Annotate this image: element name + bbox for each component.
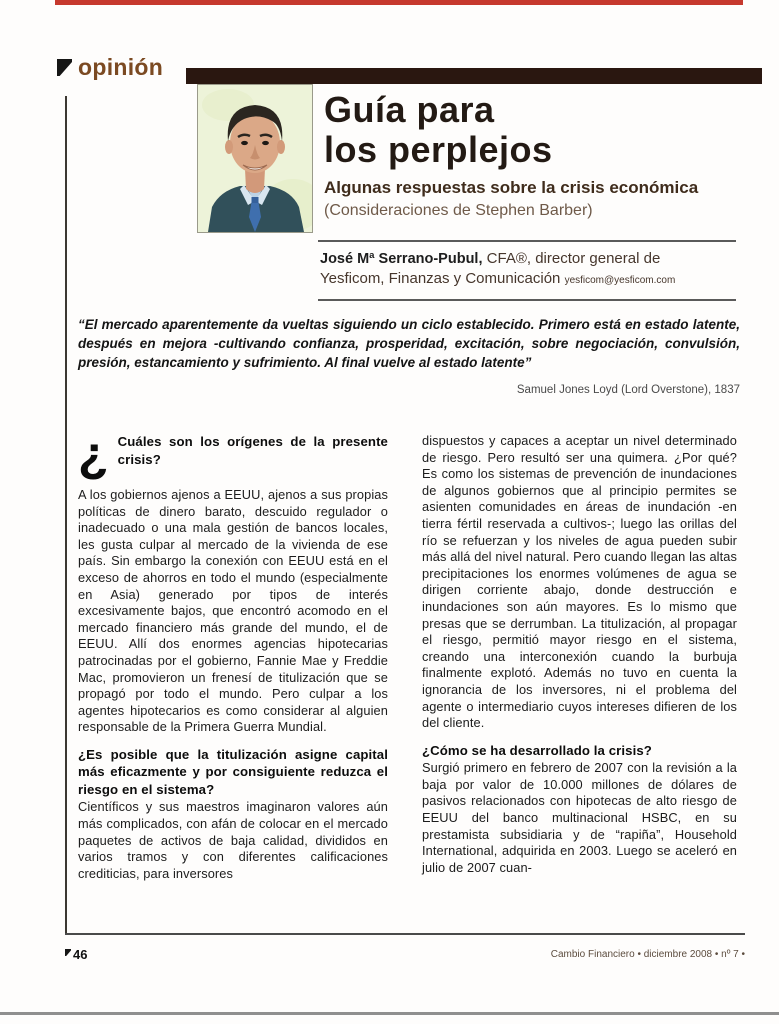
article-column-right: [422, 433, 737, 884]
paragraph: A los gobiernos ajenos a EEUU, ajenos a sus propias políticas de dinero barato, descuido regulador o inadecuado o una mala gestión de bancos locales, les gusta culpar al mercado de la vivienda de ese país. Sin embargo la conexión con EEUU está en el exceso de ahorros en todo el mundo (especialmente en Asia) generado por tipos de interés excesivamente bajos, que encontró acomodo en el mercado financiero más grande del mundo, el de EEUU. Allí dos enormes agencias hipotecarias patrocinadas por el gobierno, Fannie Mae y Freddie Mac, promovieron un frenesí de titulización que se propagó por todo el mundo. Pero culpar a los agentes hipotecarios es como considerar al alguien responsable de la Primera Guerra Mundial.: [78, 487, 388, 735]
paragraph: dispuestos y capaces a aceptar un nivel determinado de riesgo. Pero resultó ser una quimera. ¿Por qué? Es como los sistemas de prevención de inundaciones de algunos gobiernos que al principio permites se asienten comunidades en áreas de inundación -en tierra fértil reservada a cultivos-; luego las orillas del río se refuerzan y los niveles de agua pueden subir más allá del nivel natural. Pero cuando llegan las altas precipitaciones los enormes volúmenes de agua se dirigen corriente abajo, donde destrucción e inundaciones son aún mayores. Es lo mismo que presas que se derrumban. La titulización, al propagar el riesgo, permitió mayor riesgo en el sistema, creando una interconexión cuando la burbuja finalmente explotó. Además no tuvo en cuenta la ignorancia de los inversores, ni el problema del agente o intermediario cuyos intereses difieren de los del cliente.: [422, 433, 737, 731]
article-title-line2: los perplejos: [324, 129, 553, 170]
page-bottom-rule: [0, 1012, 779, 1015]
author-byline: [318, 240, 736, 301]
flag-icon: [57, 59, 72, 76]
article-title: [324, 90, 553, 170]
page-number-text: 46: [73, 947, 88, 962]
article-title-line1: Guía para: [324, 89, 495, 130]
footer-separator-rule: [65, 933, 745, 935]
author-credentials: CFA®, director general de: [482, 250, 661, 267]
paragraph: Científicos y sus maestros imaginaron valores aún más complicados, con afán de colocar en el mercado paquetes de activos de baja calidad, divididos en varios tramos y con diferentes calificaciones crediticias, para inversores: [78, 799, 388, 881]
flag-icon-small: [65, 949, 71, 956]
article-column-left: [78, 426, 388, 890]
question-1-text: Cuáles son los orígenes de la presente crisis?: [117, 434, 388, 467]
quote-attribution: Samuel Jones Loyd (Lord Overstone), 1837: [516, 384, 740, 396]
portrait-illustration: [198, 85, 312, 232]
page-number: [65, 947, 87, 962]
article-subtitle-secondary: (Consideraciones de Stephen Barber): [324, 202, 593, 219]
top-red-bar: [55, 0, 743, 5]
header-banner-bar: [186, 68, 762, 84]
author-portrait-photo: [197, 84, 313, 233]
article-subtitle: Algunas respuestas sobre la crisis económica: [324, 178, 699, 197]
page-footer: [65, 947, 745, 962]
author-company: Yesficom, Finanzas y Comunicación: [320, 270, 565, 287]
author-email: yesficom@yesficom.com: [564, 275, 676, 286]
section-label: [57, 54, 163, 81]
left-vertical-rule: [65, 96, 67, 933]
author-name: José Mª Serrano-Pubul,: [320, 251, 483, 267]
inverted-question-mark: ¿: [78, 426, 109, 482]
question-3-text: ¿Cómo se ha desarrollado la crisis?: [422, 742, 652, 758]
pull-quote: “El mercado aparentemente da vueltas siguiendo un ciclo establecido. Primero está en estado latente, después en mejora -cultivando confianza, prosperidad, excitación, sobre negociación, convulsión, presión, estancamiento y sufrimiento. Al final vuelve al estado latente”: [78, 317, 740, 370]
question-1: [78, 426, 388, 482]
section-label-text: opinión: [78, 54, 164, 80]
paragraph: Surgió primero en febrero de 2007 con la revisión a la baja por valor de 10.000 millones de dólares de pasivos relacionados con hipotecas de alto riesgo de EEUU del banco multinacional HSBC, en su prestamista subsidiaria y de “rapiña”, Household International, adquirida en 2003. Luego se aceleró en julio de 2007 cuan-: [422, 760, 737, 875]
issue-info: Cambio Financiero • diciembre 2008 • nº 7 •: [550, 949, 745, 960]
question-2-text: ¿Es posible que la titulización asigne capital más eficazmente y por consiguiente reduzca el riesgo en el sistema?: [78, 746, 388, 797]
